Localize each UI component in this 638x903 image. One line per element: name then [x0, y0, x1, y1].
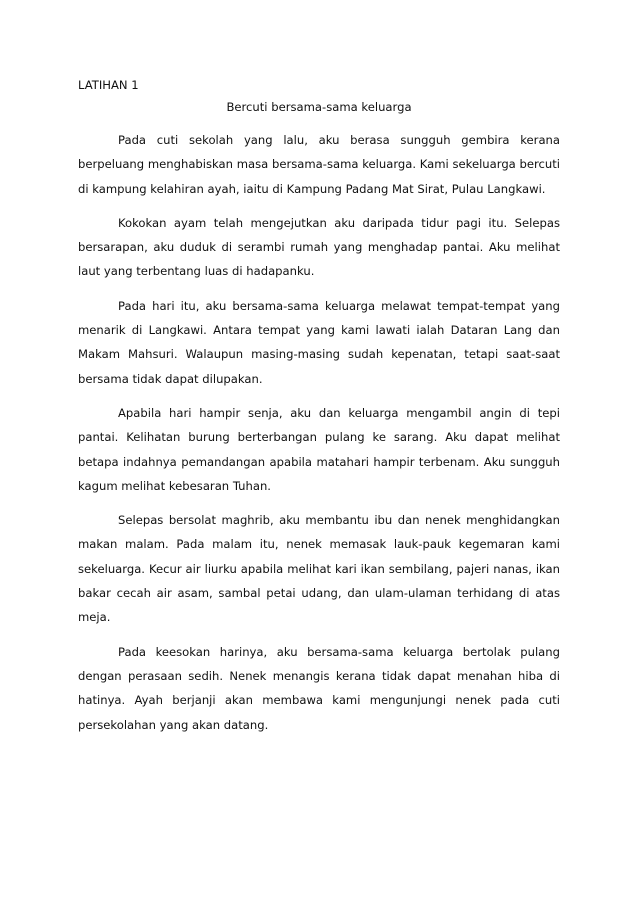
- essay-title: Bercuti bersama-sama keluarga: [226, 100, 412, 114]
- paragraph-2: Kokokan ayam telah mengejutkan aku daripada tidur pagi itu. Selepas bersarapan, aku duduk di serambi rumah yang menghadap pantai. Aku melihat laut yang terbentang luas di hadapanku.: [78, 215, 560, 279]
- paragraph-5: Selepas bersolat maghrib, aku membantu ibu dan nenek menghidangkan makan malam. Pada malam itu, nenek memasak lauk-pauk kegemaran kami sekeluarga. Kecur air liurku apabila melihat kari ikan sembilang, pajeri nanas, ikan bakar cecah air asam, sambal petai udang, dan ulam-ulaman terhidang di atas meja.: [78, 513, 560, 625]
- paragraph-1: Pada cuti sekolah yang lalu, aku berasa sungguh gembira kerana berpeluang menghabiskan masa bersama-sama keluarga. Kami sekeluarga bercuti di kampung kelahiran ayah, iaitu di Kampung Padang Mat Sirat, Pulau Langkawi.: [78, 133, 560, 196]
- paragraph-4: Apabila hari hampir senja, aku dan keluarga mengambil angin di tepi pantai. Kelihatan burung berterbangan pulang ke sarang. Aku dapat melihat betapa indahnya pemandangan apabila matahari hampir terbenam. Aku sungguh kagum melihat kebesaran Tuhan.: [78, 405, 560, 493]
- paragraph-6: Pada keesokan harinya, aku bersama-sama keluarga bertolak pulang dengan perasaan sedih. Nenek menangis kerana tidak dapat menahan hiba di hatinya. Ayah berjanji akan membawa kami mengunjungi nenek pada cuti persekolahan yang akan datang.: [78, 644, 560, 732]
- exercise-heading: LATIHAN 1: [78, 78, 139, 92]
- document-body: [78, 74, 560, 747]
- paragraph-3: Pada hari itu, aku bersama-sama keluarga melawat tempat-tempat yang menarik di Langkawi. Antara tempat yang kami lawati ialah Dataran Lang dan Makam Mahsuri. Walaupun masing-masing sudah kepenatan, tetapi saat-saat bersama tidak dapat dilupakan.: [78, 298, 560, 386]
